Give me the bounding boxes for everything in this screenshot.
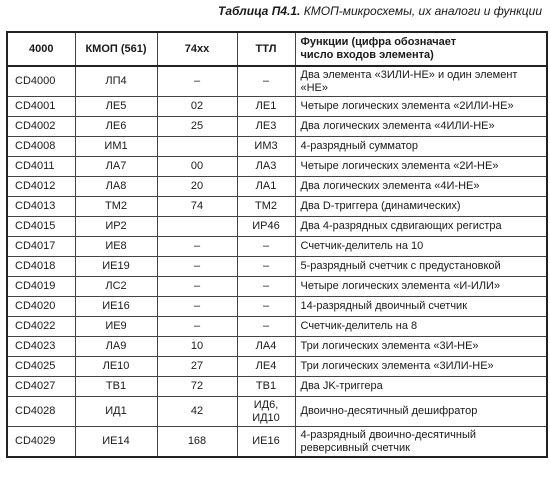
cell-4000-part: CD4001 — [7, 97, 75, 117]
cell-ttl-line1: ЛЕ3 — [255, 120, 277, 132]
cell-kmop-part: ИМ1 — [75, 137, 157, 157]
table-row — [7, 377, 547, 397]
cell-ttl-line1: – — [262, 320, 270, 332]
cell-4000-part: CD4018 — [7, 257, 75, 277]
cell-ttl-line1: ЛЕ4 — [255, 360, 277, 372]
cell-ttl-part — [237, 217, 295, 237]
cell-4000-part: CD4015 — [7, 217, 75, 237]
cell-function — [295, 397, 547, 427]
cell-ttl-line1: ИР46 — [252, 220, 280, 232]
cell-function — [295, 257, 547, 277]
cell-kmop-part: ИЕ16 — [75, 297, 157, 317]
cell-function-line1: Два JK-триггера — [300, 380, 383, 392]
cell-function-line1: Два логических элемента «4ИЛИ-НЕ» — [300, 120, 495, 132]
header-functions — [295, 32, 547, 66]
cell-function — [295, 427, 547, 458]
header-ttl: ТТЛ — [237, 32, 295, 66]
cell-ttl-part — [237, 157, 295, 177]
table-body — [7, 66, 547, 457]
cell-ttl-line1: – — [262, 240, 270, 252]
cell-ttl-line2: ИД10 — [252, 411, 280, 424]
cell-function-line1: Два элемента «3ИЛИ-НЕ» и один элемент — [300, 68, 518, 81]
cell-function — [295, 197, 547, 217]
cell-kmop-part: ЛА7 — [75, 157, 157, 177]
cell-kmop-part: ЛЕ10 — [75, 357, 157, 377]
cell-ttl-part — [237, 377, 295, 397]
cell-ttl-part — [237, 357, 295, 377]
cell-ttl-part — [237, 397, 295, 427]
cell-function-line1: Четыре логических элемента «И-ИЛИ» — [300, 280, 501, 292]
cell-function-line1: Два логических элемента «4И-НЕ» — [300, 180, 480, 192]
cell-function-line1: Четыре логических элемента «2И-НЕ» — [300, 160, 499, 172]
cell-ttl-part — [237, 317, 295, 337]
table-header-row — [7, 32, 547, 66]
cell-kmop-part: ИЕ19 — [75, 257, 157, 277]
cell-function — [295, 66, 547, 97]
cell-function-line1: Счетчик-делитель на 8 — [300, 320, 418, 332]
cell-function — [295, 317, 547, 337]
table-row — [7, 277, 547, 297]
cell-ttl-line1: – — [262, 280, 270, 292]
cell-74xx-part: – — [157, 257, 237, 277]
table-row — [7, 317, 547, 337]
cell-function-line1: Три логических элемента «3И-НЕ» — [300, 340, 479, 352]
table-row — [7, 117, 547, 137]
cell-4000-part: CD4029 — [7, 427, 75, 458]
cell-function-line1: 4-разрядный сумматор — [300, 140, 419, 152]
cell-kmop-part: ЛА8 — [75, 177, 157, 197]
cell-function-line1: 5-разрядный счетчик с предустановкой — [300, 260, 501, 272]
table-row — [7, 137, 547, 157]
table-row — [7, 297, 547, 317]
cell-74xx-part: 00 — [157, 157, 237, 177]
cell-4000-part: CD4023 — [7, 337, 75, 357]
cell-function-line1: Два 4-разрядных сдвигающих регистра — [300, 220, 502, 232]
cell-ttl-part — [237, 177, 295, 197]
cell-ttl-line1: ИЕ16 — [252, 435, 280, 447]
cell-4000-part: CD4012 — [7, 177, 75, 197]
cell-function-line1: 4-разрядный двоично-десятичный — [300, 428, 477, 441]
table-row — [7, 66, 547, 97]
cell-ttl-line1: – — [262, 260, 270, 272]
cell-ttl-line1: ТМ2 — [255, 200, 277, 212]
cell-function-line1: 14-разрядный двоичный счетчик — [300, 300, 468, 312]
cell-74xx-part: 25 — [157, 117, 237, 137]
cell-4000-part: CD4002 — [7, 117, 75, 137]
cell-ttl-part — [237, 337, 295, 357]
cell-ttl-line1: – — [262, 300, 270, 312]
table-row — [7, 197, 547, 217]
cell-74xx-part: – — [157, 277, 237, 297]
cell-4000-part: CD4019 — [7, 277, 75, 297]
table-row — [7, 177, 547, 197]
cell-function-line1: Два D-триггера (динамических) — [300, 200, 461, 212]
cmos-chip-table — [6, 31, 548, 458]
header-74xx: 74хх — [157, 32, 237, 66]
cell-kmop-part: ИЕ9 — [75, 317, 157, 337]
cell-74xx-part: – — [157, 317, 237, 337]
cell-kmop-part: ИД1 — [75, 397, 157, 427]
cell-4000-part: CD4013 — [7, 197, 75, 217]
cell-function — [295, 357, 547, 377]
cell-kmop-part: ЛЕ5 — [75, 97, 157, 117]
cell-74xx-part: – — [157, 237, 237, 257]
cell-74xx-part: 02 — [157, 97, 237, 117]
cell-kmop-part: ИЕ8 — [75, 237, 157, 257]
table-row — [7, 337, 547, 357]
table-row — [7, 397, 547, 427]
cell-function — [295, 177, 547, 197]
cell-kmop-part: ТМ2 — [75, 197, 157, 217]
cell-kmop-part: ЛП4 — [75, 66, 157, 97]
cell-ttl-line1: ЛА3 — [255, 160, 277, 172]
cell-74xx-part — [157, 137, 237, 157]
cell-ttl-line1: ТВ1 — [255, 380, 277, 392]
header-functions-line2: число входов элемента) — [300, 49, 434, 61]
table-row — [7, 217, 547, 237]
cell-74xx-part: 20 — [157, 177, 237, 197]
cell-function — [295, 337, 547, 357]
cell-function-line1: Четыре логических элемента «2ИЛИ-НЕ» — [300, 100, 514, 112]
cell-ttl-line1: ИМ3 — [254, 140, 278, 152]
cell-4000-part: CD4011 — [7, 157, 75, 177]
cell-kmop-part: ЛЕ6 — [75, 117, 157, 137]
table-row — [7, 157, 547, 177]
table-row — [7, 257, 547, 277]
cell-function — [295, 237, 547, 257]
cell-function — [295, 377, 547, 397]
cell-74xx-part: 72 — [157, 377, 237, 397]
cell-kmop-part: ИЕ14 — [75, 427, 157, 458]
cell-ttl-part — [237, 257, 295, 277]
cell-ttl-part — [237, 117, 295, 137]
cell-kmop-part: ТВ1 — [75, 377, 157, 397]
cell-ttl-line1: ЛЕ1 — [255, 100, 277, 112]
cell-function — [295, 297, 547, 317]
cell-74xx-part: 74 — [157, 197, 237, 217]
cell-ttl-line1: ЛА4 — [255, 340, 277, 352]
table-caption-label: Таблица П4.1. — [218, 4, 301, 18]
cell-ttl-line1: – — [262, 75, 270, 87]
cell-ttl-part — [237, 297, 295, 317]
cell-kmop-part: ЛС2 — [75, 277, 157, 297]
cell-function-line1: Три логических элемента «3ИЛИ-НЕ» — [300, 360, 494, 372]
table-row — [7, 427, 547, 458]
cell-ttl-part — [237, 427, 295, 458]
cell-ttl-part — [237, 197, 295, 217]
cell-ttl-part — [237, 137, 295, 157]
cell-ttl-part — [237, 66, 295, 97]
cell-ttl-part — [237, 237, 295, 257]
table-row — [7, 237, 547, 257]
cell-74xx-part: 168 — [157, 427, 237, 458]
cell-function-line1: Двоично-десятичный дешифратор — [300, 405, 478, 417]
cell-function — [295, 137, 547, 157]
table-row — [7, 357, 547, 377]
cell-function — [295, 277, 547, 297]
cell-function-line2: реверсивный счетчик — [300, 441, 410, 454]
cell-4000-part: CD4028 — [7, 397, 75, 427]
cell-function — [295, 157, 547, 177]
header-4000: 4000 — [7, 32, 75, 66]
cell-74xx-part: 27 — [157, 357, 237, 377]
header-functions-line1: Функции (цифра обозначает — [300, 36, 457, 48]
cell-4000-part: CD4008 — [7, 137, 75, 157]
cell-ttl-line1: ЛА1 — [255, 180, 277, 192]
cell-function — [295, 117, 547, 137]
cell-ttl-part — [237, 277, 295, 297]
cell-4000-part: CD4027 — [7, 377, 75, 397]
cell-74xx-part: 10 — [157, 337, 237, 357]
cell-74xx-part: – — [157, 297, 237, 317]
cell-kmop-part: ИР2 — [75, 217, 157, 237]
cell-4000-part: CD4000 — [7, 66, 75, 97]
cell-4000-part: CD4022 — [7, 317, 75, 337]
cell-function — [295, 217, 547, 237]
cell-function-line1: Счетчик-делитель на 10 — [300, 240, 424, 252]
cell-kmop-part: ЛА9 — [75, 337, 157, 357]
cell-ttl-line1: ИД6, — [253, 398, 279, 411]
cell-ttl-part — [237, 97, 295, 117]
cell-74xx-part: – — [157, 66, 237, 97]
header-kmop: КМОП (561) — [75, 32, 157, 66]
cell-function-line2: «НЕ» — [300, 81, 329, 94]
cell-74xx-part — [157, 217, 237, 237]
cell-4000-part: CD4020 — [7, 297, 75, 317]
cell-4000-part: CD4017 — [7, 237, 75, 257]
table-row — [7, 97, 547, 117]
cell-function — [295, 97, 547, 117]
cell-74xx-part: 42 — [157, 397, 237, 427]
cell-4000-part: CD4025 — [7, 357, 75, 377]
table-caption — [218, 4, 542, 18]
table-caption-text: КМОП-микросхемы, их аналоги и функции — [303, 4, 542, 18]
